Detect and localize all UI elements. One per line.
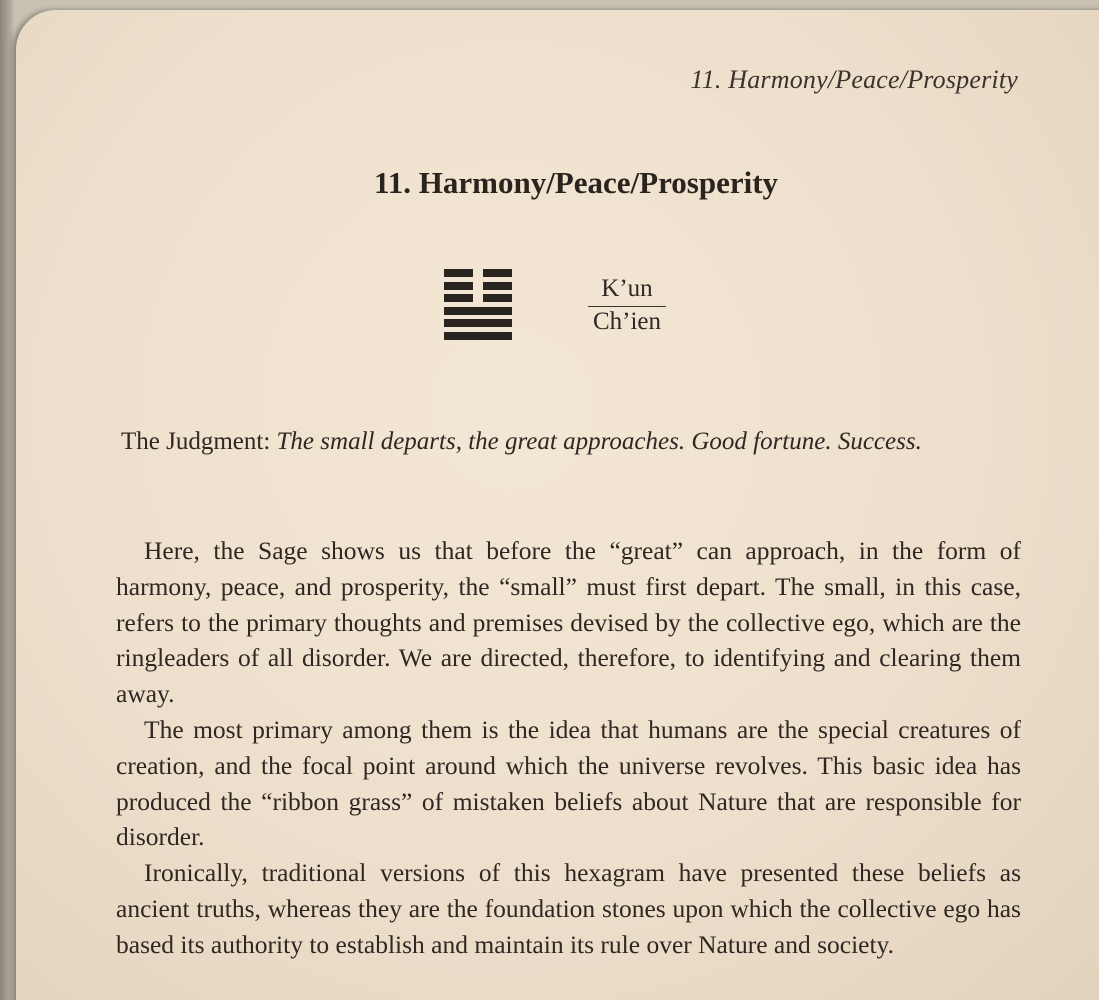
chapter-title: 11. Harmony/Peace/Prosperity	[373, 165, 779, 200]
trigram-labels	[582, 275, 672, 336]
hexagram-line-5-solid	[444, 319, 512, 327]
hexagram-symbol	[444, 269, 512, 344]
upper-trigram-name: K’un	[588, 275, 666, 307]
paragraph-1: Here, the Sage shows us that before the “great” can approach, in the form of harmony, peace, and prosperity, the “small” must first depart. The small, in this case, refers to the primary thoughts and premises devised by the collective ego, which are the ringleaders of all disorder. We are directed, therefore, to identifying and clearing them away.	[116, 536, 1021, 709]
hexagram-line-1-broken	[444, 269, 512, 277]
paragraph-2: The most primary among them is the idea that humans are the special creatures of creation, and the focal point around which the universe revolves. This basic idea has produced the “ribbon grass” of mistaken beliefs about Nature that are responsible for disorder.	[116, 714, 1021, 852]
paragraph-3: Ironically, traditional versions of this hexagram have presented these beliefs as ancient truths, whereas they are the foundation stones upon which the collective ego has based its authority to establish and maintain its rule over Nature and society.	[116, 858, 1021, 959]
judgment-label: The Judgment:	[121, 428, 271, 455]
judgment-text: The small departs, the great approaches. Good fortune. Success.	[276, 428, 922, 455]
hexagram-line-2-broken	[444, 282, 512, 290]
book-page	[16, 10, 1099, 1000]
hexagram-line-3-broken	[444, 294, 512, 302]
body-text	[116, 533, 1021, 963]
judgment	[121, 425, 1026, 459]
hexagram-line-6-solid	[444, 332, 512, 340]
running-head: 11. Harmony/Peace/Prosperity	[690, 65, 1018, 94]
hexagram-line-4-solid	[444, 307, 512, 315]
lower-trigram-name: Ch’ien	[592, 308, 662, 335]
